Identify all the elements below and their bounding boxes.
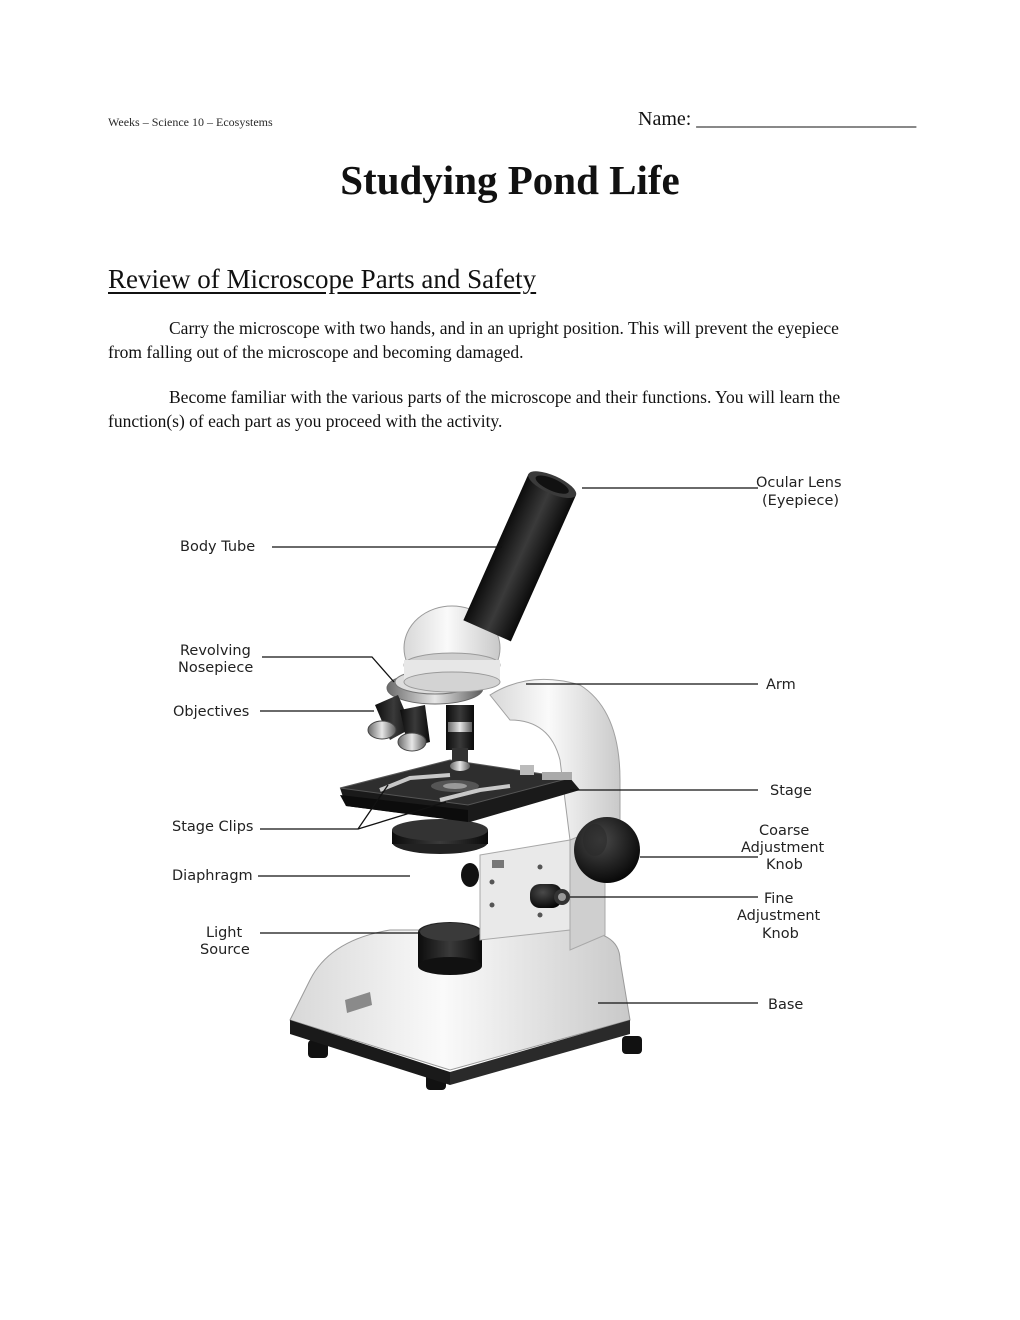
microscope-illustration — [290, 466, 642, 1090]
label-coarse-knob: Knob — [766, 857, 803, 873]
label-revolving: Revolving — [180, 643, 251, 659]
label-coarse: Coarse — [759, 823, 810, 839]
label-fine: Fine — [764, 891, 794, 907]
label-ocular-lens: Ocular Lens — [756, 475, 842, 491]
label-eyepiece: (Eyepiece) — [762, 493, 840, 509]
label-light: Light — [206, 925, 243, 941]
microscope-diagram — [150, 460, 870, 1110]
label-base: Base — [768, 997, 804, 1013]
label-arm: Arm — [766, 677, 796, 693]
paragraph-carry-text: Carry the microscope with two hands, and in an upright position. This will prevent the eyepiece from falling out of the microscope and becoming damaged. — [108, 318, 839, 362]
label-fine-adjustment: Adjustment — [737, 908, 821, 924]
page-title: Studying Pond Life — [340, 157, 680, 203]
label-objectives: Objectives — [173, 704, 250, 720]
label-stage-clips: Stage Clips — [172, 819, 254, 835]
label-stage: Stage — [770, 783, 812, 799]
label-coarse-adjustment: Adjustment — [741, 840, 825, 856]
section-heading: Review of Microscope Parts and Safety — [108, 264, 537, 294]
label-source: Source — [200, 942, 250, 958]
paragraph-familiar — [108, 385, 873, 433]
objectives-lenses — [368, 695, 474, 771]
name-field: Name: ______________________ — [638, 108, 917, 130]
label-nosepiece: Nosepiece — [178, 660, 254, 676]
paragraph-familiar-text: Become familiar with the various parts of the microscope and their functions. You will learn the function(s) of each part as you proceed with the activity. — [108, 387, 841, 431]
label-body-tube: Body Tube — [180, 539, 256, 555]
course-header: Weeks – Science 10 – Ecosystems — [108, 115, 273, 129]
label-fine-knob: Knob — [762, 926, 799, 942]
label-diaphragm: Diaphragm — [172, 868, 253, 884]
paragraph-carry — [108, 316, 873, 364]
